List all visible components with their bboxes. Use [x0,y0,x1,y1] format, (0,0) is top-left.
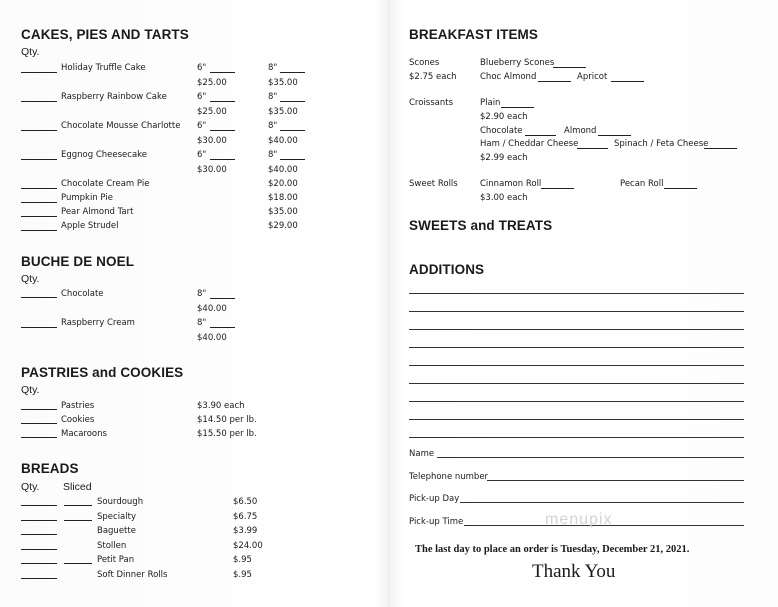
qty-blank[interactable] [21,409,57,410]
price-6: $30.00 [197,165,227,175]
additions-line[interactable] [409,401,744,402]
price-6: $25.00 [197,78,227,88]
plain-croissant: Plain [480,98,501,108]
price-8: $35.00 [268,107,298,117]
cakes-qty-label: Qty. [21,46,40,58]
pickup-time-label: Pick-up Time [409,517,464,527]
cakes-heading: CAKES, PIES AND TARTS [21,27,189,42]
item-price: $40.00 [197,304,227,314]
qty-blank[interactable] [21,437,57,438]
item-name: Stollen [97,541,127,551]
plain-price: $2.90 each [480,112,528,122]
item-price: $18.00 [268,193,298,203]
breads-heading: BREADS [21,461,79,476]
item-price: $6.50 [233,497,258,507]
size-8-blank[interactable] [280,72,305,73]
size-8-blank[interactable] [280,159,305,160]
watermark: menupix [545,511,613,528]
item-name: Soft Dinner Rolls [97,570,168,580]
size-8: 8" [268,150,278,160]
blueberry-blank[interactable] [553,67,586,68]
scones-label: Scones [409,58,440,68]
additions-line[interactable] [409,437,744,438]
qty-blank[interactable] [21,549,57,550]
size-8: 8" [268,121,278,131]
item-name: Eggnog Cheesecake [61,150,148,160]
item-name: Apple Strudel [61,221,119,231]
cinnamon-price: $3.00 each [480,193,528,203]
item-name: Baguette [97,526,136,536]
blueberry-scones: Blueberry Scones [480,58,555,68]
qty-blank[interactable] [21,520,57,521]
size-6: 6" [197,92,207,102]
size-8: 8" [268,92,278,102]
item-name: Pumpkin Pie [61,193,113,203]
item-price: $14.50 per lb. [197,415,257,425]
item-price: $20.00 [268,179,298,189]
additions-line[interactable] [409,311,744,312]
additions-line[interactable] [409,365,744,366]
item-name: Holiday Truffle Cake [61,63,146,73]
buche-qty-label: Qty. [21,273,40,285]
qty-blank[interactable] [21,578,57,579]
item-price: $.95 [233,570,252,580]
ham-cheddar: Ham / Cheddar Cheese [480,139,579,149]
size-6-blank[interactable] [210,101,235,102]
almond-blank[interactable] [598,135,631,136]
pecan-blank[interactable] [664,188,697,189]
item-name: Specialty [97,512,136,522]
qty-blank[interactable] [21,202,57,203]
size-8-blank[interactable] [280,130,305,131]
sliced-blank[interactable] [64,563,92,564]
size-8: 8" [268,63,278,73]
plain-blank[interactable] [501,107,534,108]
cinnamon-roll: Cinnamon Roll [480,179,542,189]
breads-sliced-label: Sliced [63,481,92,493]
item-price: $24.00 [233,541,263,551]
breads-qty-label: Qty. [21,481,40,493]
item-name: Sourdough [97,497,144,507]
telephone-field[interactable] [487,480,744,481]
chocolate-blank[interactable] [525,135,556,136]
apricot: Apricot [577,72,608,82]
additions-line[interactable] [409,347,744,348]
price-8: $40.00 [268,165,298,175]
qty-blank[interactable] [21,327,57,328]
choc-almond: Choc Almond [480,72,537,82]
apricot-blank[interactable] [611,81,644,82]
choc-almond-blank[interactable] [538,81,571,82]
size-6: 6" [197,150,207,160]
pecan-roll: Pecan Roll [620,179,664,189]
qty-blank[interactable] [21,297,57,298]
qty-blank[interactable] [21,563,57,564]
sweets-heading: SWEETS and TREATS [409,218,553,233]
qty-blank[interactable] [21,130,57,131]
thank-you: Thank You [532,561,616,582]
price-6: $30.00 [197,136,227,146]
pickup-day-field[interactable] [460,502,744,503]
name-field[interactable] [437,457,744,458]
qty-blank[interactable] [21,534,57,535]
telephone-label: Telephone number [409,472,489,482]
item-name: Pastries [61,401,95,411]
spinach-blank[interactable] [704,148,737,149]
item-price: $6.75 [233,512,258,522]
qty-blank[interactable] [21,72,57,73]
order-deadline: The last day to place an order is Tuesday, December 21, 2021. [415,544,690,555]
additions-line[interactable] [409,329,744,330]
item-price: $3.90 each [197,401,245,411]
pastries-heading: PASTRIES and COOKIES [21,365,184,380]
item-name: Macaroons [61,429,107,439]
page-fold [388,0,390,607]
item-price: $3.99 [233,526,258,536]
item-name: Raspberry Rainbow Cake [61,92,167,102]
size-8: 8" [197,289,207,299]
item-name: Chocolate [61,289,104,299]
price-8: $35.00 [268,78,298,88]
item-name: Petit Pan [97,555,135,565]
item-name: Chocolate Cream Pie [61,179,150,189]
additions-line[interactable] [409,419,744,420]
item-name: Cookies [61,415,95,425]
qty-blank[interactable] [21,505,57,506]
chocolate-croissant: Chocolate [480,126,523,136]
item-price: $40.00 [197,333,227,343]
size-8-blank[interactable] [280,101,305,102]
sliced-blank[interactable] [64,520,92,521]
ham-blank[interactable] [577,148,608,149]
ham-price: $2.99 each [480,153,528,163]
item-price: $15.50 per lb. [197,429,257,439]
size-8-blank[interactable] [210,327,235,328]
pastries-qty-label: Qty. [21,384,40,396]
croissants-label: Croissants [409,98,454,108]
item-name: Raspberry Cream [61,318,135,328]
size-6-blank[interactable] [210,159,235,160]
item-name: Pear Almond Tart [61,207,134,217]
item-price: $.95 [233,555,252,565]
qty-blank[interactable] [21,188,57,189]
scones-price: $2.75 each [409,72,457,82]
sliced-blank[interactable] [64,505,92,506]
additions-line[interactable] [409,293,744,294]
spinach-feta: Spinach / Feta Cheese [614,139,709,149]
size-6-blank[interactable] [210,130,235,131]
size-6-blank[interactable] [210,72,235,73]
additions-heading: ADDITIONS [409,262,485,277]
qty-blank[interactable] [21,230,57,231]
buche-heading: BUCHE DE NOEL [21,254,135,269]
qty-blank[interactable] [21,101,57,102]
qty-blank[interactable] [21,423,57,424]
item-price: $29.00 [268,221,298,231]
qty-blank[interactable] [21,216,57,217]
additions-line[interactable] [409,383,744,384]
price-8: $40.00 [268,136,298,146]
sweet-rolls-label: Sweet Rolls [409,179,458,189]
cinnamon-blank[interactable] [541,188,574,189]
almond-croissant: Almond [564,126,597,136]
size-6: 6" [197,63,207,73]
item-name: Chocolate Mousse Charlotte [61,121,181,131]
item-price: $35.00 [268,207,298,217]
size-8-blank[interactable] [210,298,235,299]
pickup-day-label: Pick-up Day [409,494,460,504]
breakfast-heading: BREAKFAST ITEMS [409,27,539,42]
size-8: 8" [197,318,207,328]
name-label: Name [409,449,435,459]
size-6: 6" [197,121,207,131]
price-6: $25.00 [197,107,227,117]
qty-blank[interactable] [21,159,57,160]
